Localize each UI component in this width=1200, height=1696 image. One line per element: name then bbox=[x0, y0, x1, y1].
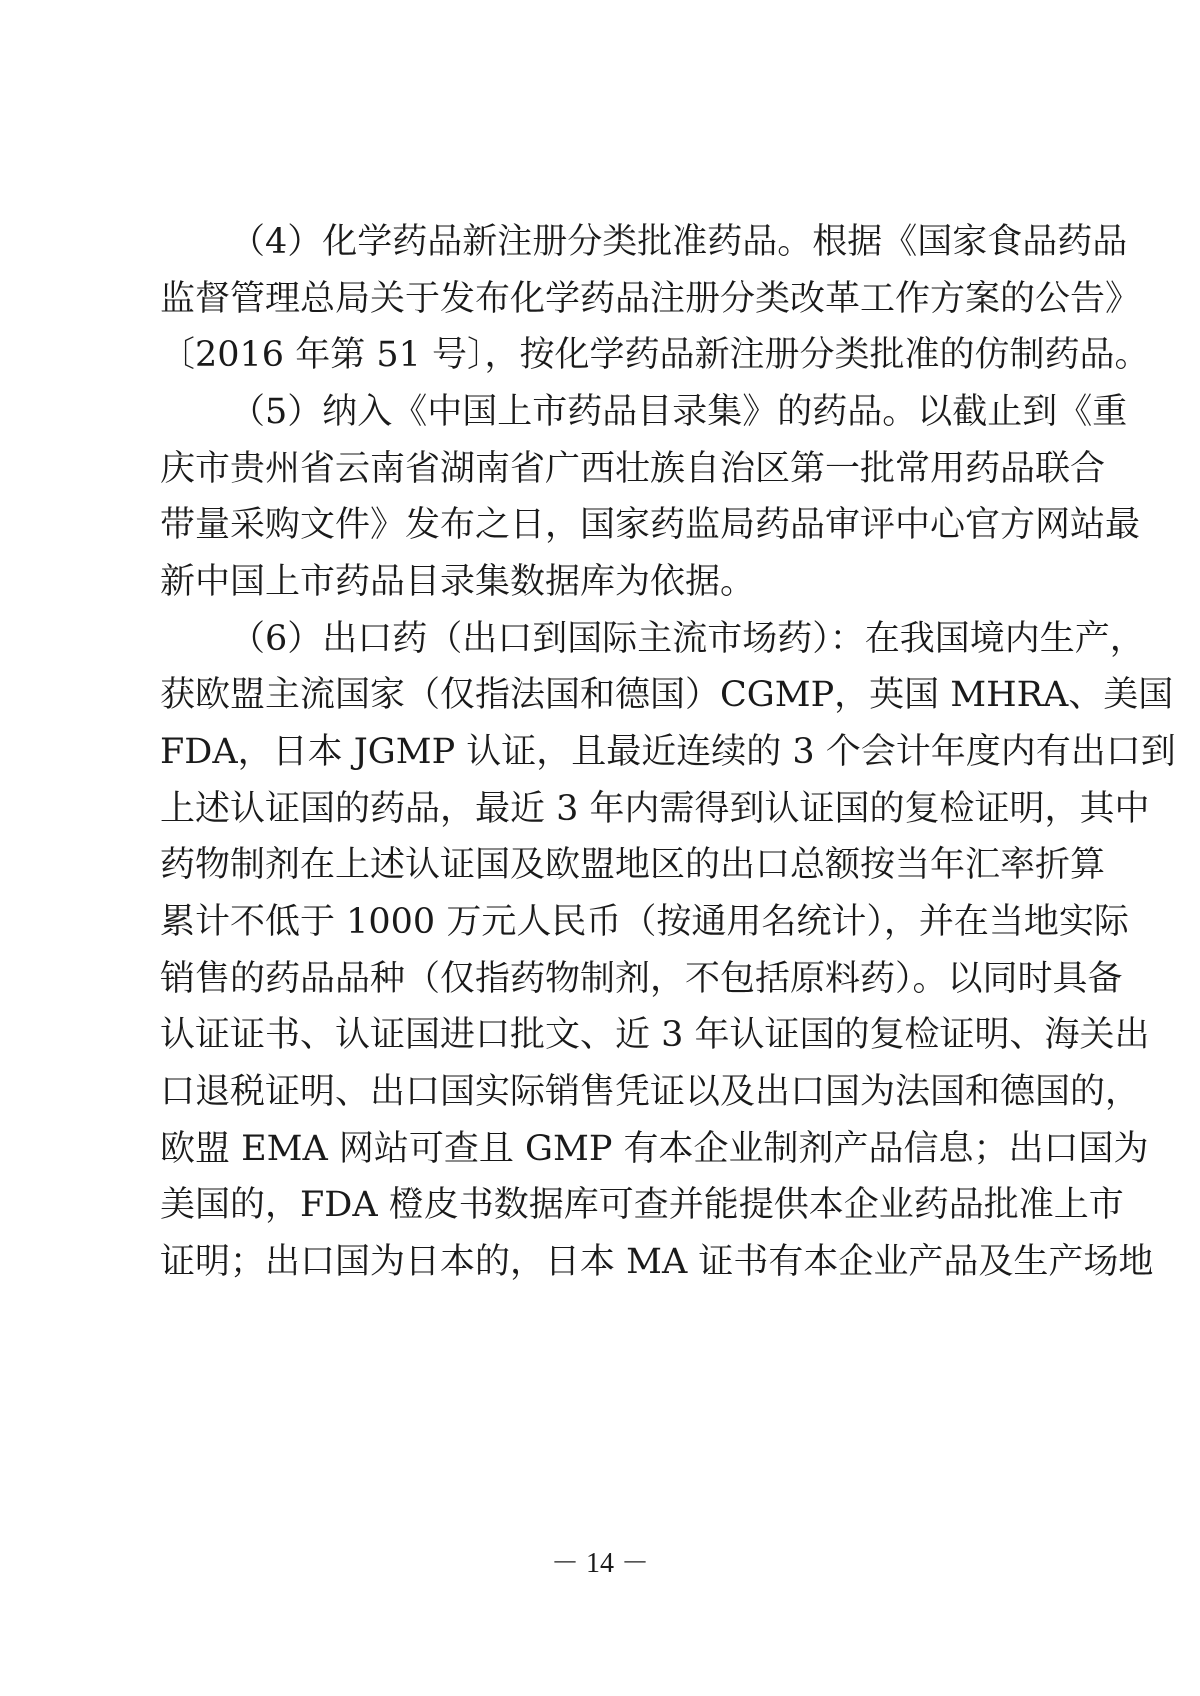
paragraph-6-line-9: 口退税证明、出口国实际销售凭证以及出口国为法国和德国的， bbox=[160, 1072, 1141, 1112]
paragraph-5-line-3: 带量采购文件》发布之日，国家药监局药品审评中心官方网站最 bbox=[160, 505, 1141, 545]
paragraph-6-line-4: 上述认证国的药品，最近 3 年内需得到认证国的复检证明，其中 bbox=[160, 789, 1150, 829]
paragraph-6-line-2: 获欧盟主流国家（仅指法国和德国）CGMP，英国 MHRA、美国 bbox=[160, 675, 1174, 715]
paragraph-5-line-2: 庆市贵州省云南省湖南省广西壮族自治区第一批常用药品联合 bbox=[160, 449, 1106, 489]
paragraph-6-line-12: 证明；出口国为日本的，日本 MA 证书有本企业产品及生产场地 bbox=[160, 1242, 1154, 1282]
paragraph-4-line-1: （4）化学药品新注册分类批准药品。根据《国家食品药品 bbox=[230, 222, 1128, 262]
paragraph-4-line-2: 监督管理总局关于发布化学药品注册分类改革工作方案的公告》 bbox=[160, 279, 1141, 319]
paragraph-6-line-3: FDA，日本 JGMP 认证，且最近连续的 3 个会计年度内有出口到 bbox=[160, 732, 1176, 772]
paragraph-5-line-4: 新中国上市药品目录集数据库为依据。 bbox=[160, 562, 756, 602]
paragraph-5-line-1: （5）纳入《中国上市药品目录集》的药品。以截止到《重 bbox=[230, 392, 1128, 432]
paragraph-6-line-5: 药物制剂在上述认证国及欧盟地区的出口总额按当年汇率折算 bbox=[160, 845, 1106, 885]
paragraph-6-line-11: 美国的，FDA 橙皮书数据库可查并能提供本企业药品批准上市 bbox=[160, 1185, 1124, 1225]
paragraph-6-line-6: 累计不低于 1000 万元人民币（按通用名统计），并在当地实际 bbox=[160, 902, 1129, 942]
paragraph-6-line-7: 销售的药品品种（仅指药物制剂，不包括原料药）。以同时具备 bbox=[160, 959, 1123, 999]
paragraph-4-line-3: 〔2016 年第 51 号〕，按化学药品新注册分类批准的仿制药品。 bbox=[160, 335, 1150, 375]
page-number: － 14 － bbox=[550, 1548, 649, 1579]
paragraph-6-line-8: 认证证书、认证国进口批文、近 3 年认证国的复检证明、海关出 bbox=[160, 1015, 1150, 1055]
paragraph-6-line-1: （6）出口药（出口到国际主流市场药）：在我国境内生产， bbox=[230, 619, 1145, 659]
paragraph-6-line-10: 欧盟 EMA 网站可查且 GMP 有本企业制剂产品信息；出口国为 bbox=[160, 1129, 1149, 1169]
